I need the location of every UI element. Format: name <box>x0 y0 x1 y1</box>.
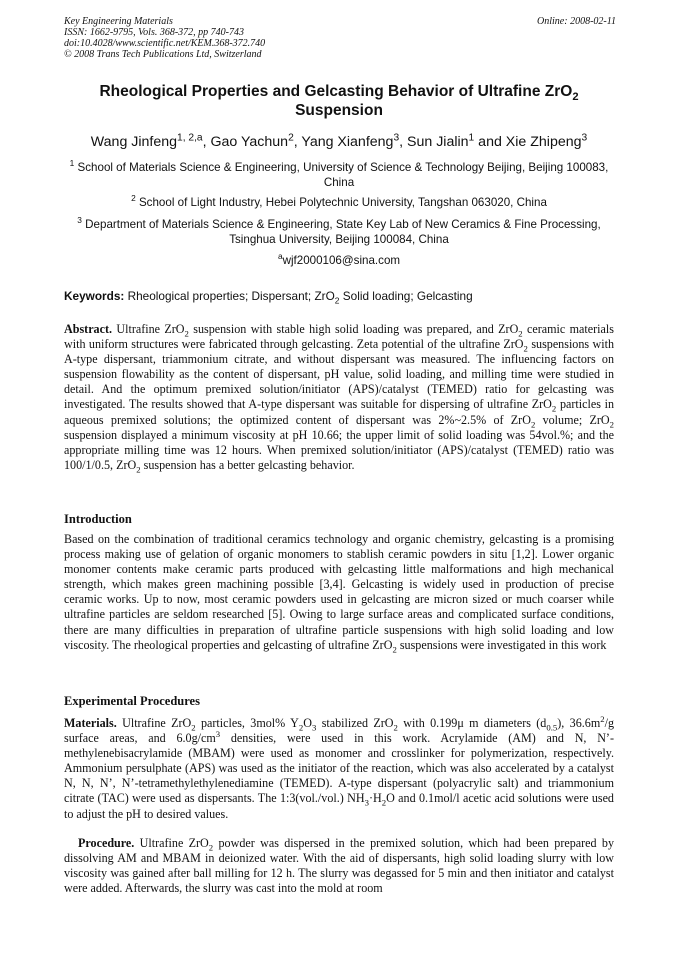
journal-header <box>64 16 616 60</box>
author: Xie Zhipeng <box>505 134 582 150</box>
issn-line: ISSN: 1662-9795, Vols. 368-372, pp 740-743 <box>64 27 244 38</box>
author-email: $^a$wjf2000106@sina.com <box>277 251 401 267</box>
materials-paragraph: Materials. Ultrafine ZrO$_2$ particles, 3mol% $Y_2O_3$ stabilized ZrO$_2$ with 0.199μ m diameters $(d_{0.5})$, $36.6m^2/g$ surface areas, and $6.0g/cm^3$ densities, were used in this work. Acrylamide (AM) and N, N’-methylenebisacrylamide (MBAM) were used as monomer and crosslinker for polymerization, respectively. Ammonium persulphate (APS) was used as the initiator of the reaction, which was also accelerated by a catalyst N, N, N’, N’-tetramethylethylenediamine (TEMED). A-type dispersant (polyacrylic salt) and triammonium citrate (TAC) were used as dispersants. The 1:3(vol./vol.) $NH_3\cdot H_2O$ and 0.1mol/l acetic acid solutions were used to adjust the pH to desired values. <box>64 713 615 821</box>
copyright-line: © 2008 Trans Tech Publications Ltd, Switzerland <box>64 49 262 60</box>
doi-line[interactable]: doi:10.4028/www.scientific.net/KEM.368-372.740 <box>64 38 266 49</box>
journal-name: Key Engineering Materials <box>64 16 173 27</box>
procedure-label: Procedure. <box>78 836 135 850</box>
author: Yang Xianfeng <box>301 134 394 150</box>
keywords: Keywords: Rheological properties; Dispersant; ZrO$_2$ Solid loading; Gelcasting <box>64 289 473 306</box>
author-list: Wang Jinfeng$^{1, 2,a}$, Gao Yachun$^2$, Yang Xianfeng$^3$, Sun Jialin$^1$ and Xie Zhipeng$^3$ <box>90 132 588 150</box>
materials-label: Materials. <box>64 716 117 730</box>
introduction-body: Based on the combination of traditional ceramics technology and organic chemistry, gelcasting is a promising process making use of gelation of organic monomers to stablish ceramic powders in situ [1,2]. Lower organic monomer contents make ceramic parts produced with gelcasting little malformations and high mechanical strength, which makes green machining possible [3,4]. Gelcasting is widely used in production of precise ceramic works. Up to now, most ceramic powders used in gelcasting are micron sized or much coarser while ultrafine particles are seldom researched [5]. Owing to large surface areas and complicated surface conditions, there are many difficulties in preparation of ultrafine particle suspensions with high solid loading and low viscosity. The rheological properties and gelcasting of ultrafine ZrO$_2$ suspensions were investigated in this work <box>64 532 614 655</box>
author: Wang Jinfeng <box>90 134 178 150</box>
author: Gao Yachun <box>210 134 289 150</box>
procedure-paragraph: Procedure. Ultrafine ZrO$_2$ powder was dispersed in the premixed solution, which had been prepared by dissolving AM and MBAM in deionized water. With the aid of dispersants, high solid loading slurry with low viscosity was gained after ball milling for 12 h. The slurry was degassed for 5 min and then initiator and catalyst were added. Afterwards, the slurry was cast into the mold at room <box>64 836 615 896</box>
online-date: Online: 2008-02-11 <box>537 16 616 27</box>
keywords-label: Keywords: <box>64 289 125 303</box>
affiliation-2: $^2$ School of Light Industry, Hebei Polytechnic University, Tangshan 063020, China <box>131 193 547 209</box>
affiliation-3: $^3$ Department of Materials Science & Engineering, State Key Lab of New Ceramics & Fine Processing, Tsinghua University, Beijing 100084, China <box>77 215 601 246</box>
affiliation-1: $^1$ School of Materials Science & Engineering, University of Science & Technology Beijing, Beijing 100083, China <box>69 158 609 189</box>
experimental-heading: Experimental Procedures <box>64 694 200 708</box>
introduction-heading: Introduction <box>64 512 132 526</box>
paper-title: Rheological Properties and Gelcasting Behavior of Ultrafine ZrO$_2$ Suspension <box>99 83 579 119</box>
abstract-label: Abstract. <box>64 322 113 336</box>
abstract: Abstract. Ultrafine ZrO$_2$ suspension with stable high solid loading was prepared, and ZrO$_2$ ceramic materials with uniform structures were fabricated through gelcasting. Zeta potential of the ultrafine ZrO$_2$ suspensions with A-type dispersant, triammonium citrate, and without dispersant was measured. The influencing factors on suspension flowability as the content of dispersant, pH value, solid loading, and milling time were studied in detail. And the optimum premixed solution/initiator (APS)/catalyst (TEMED) ratio for gelcasting was investigated. The results showed that A-type dispersant was suitable for dispersing of ultrafine ZrO$_2$ particles in aqueous premixed solutions; the optimized content of dispersant was 2%~2.5% of ZrO$_2$ volume; ZrO$_2$ suspension displayed a minimum viscosity at pH 10.66; the upper limit of solid loading was 54vol.%; and the appropriate milling time was 12 hours. When premixed solution/initiator (APS)/catalyst (TEMED) ratio was 100/1/0.5, ZrO$_2$ suspension has a better gelcasting behavior. <box>64 322 614 475</box>
author: Sun Jialin <box>407 134 469 150</box>
